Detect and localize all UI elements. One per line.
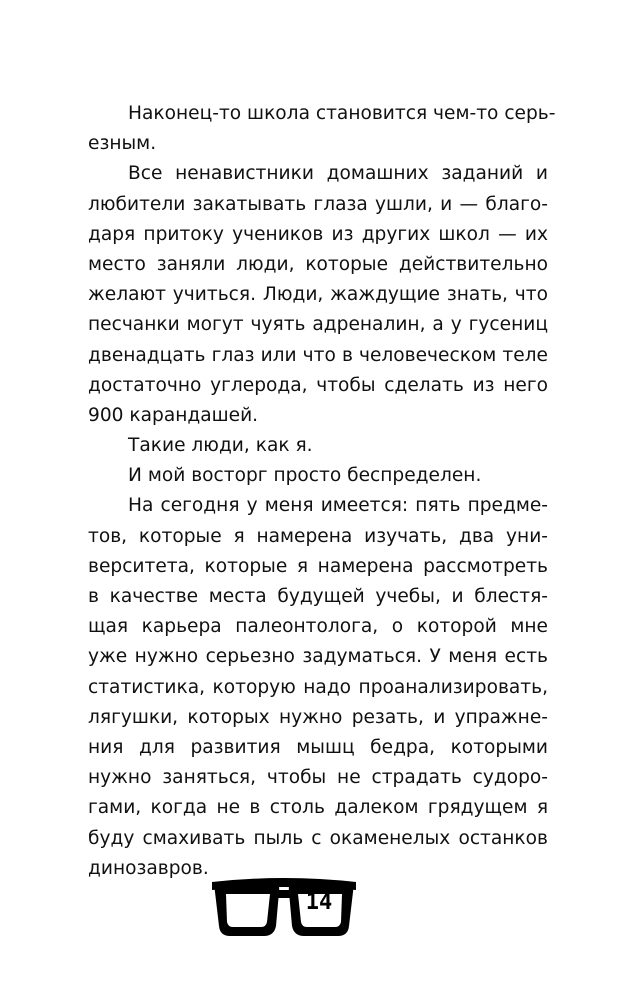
text-line: ния для развития мышц бедра, которыми xyxy=(88,736,548,758)
text-line: желают учиться. Люди, жаждущие знать, что xyxy=(88,284,548,306)
text-line: 900 карандашей. xyxy=(88,404,259,426)
text-line: достаточно углерода, чтобы сделать из него xyxy=(88,374,548,396)
page-number: 14 xyxy=(305,890,333,915)
text-line: место заняли люди, которые действительно xyxy=(88,253,548,275)
body-text xyxy=(88,99,556,884)
text-line: На сегодня у меня имеется: пять предме- xyxy=(128,495,548,517)
text-line: И мой восторг просто беспределен. xyxy=(128,465,482,487)
text-line: Все ненавистники домашних заданий и xyxy=(128,163,548,185)
text-line: статистика, которую надо проанализировать, xyxy=(88,676,548,698)
text-line: в качестве места будущей учебы, и блестя- xyxy=(88,586,548,607)
text-line: уже нужно серьезно задуматься. У меня есть xyxy=(88,646,548,668)
text-line: лягушки, которых нужно резать, и упражне- xyxy=(88,706,548,728)
text-line: буду смахивать пыль с окаменелых останков xyxy=(88,827,548,849)
text-line: двенадцать глаз или что в человеческом теле xyxy=(88,344,548,366)
text-line: Наконец-то школа становится чем-то серь- xyxy=(128,103,556,124)
text-line: щая карьера палеонтолога, о которой мне xyxy=(88,616,548,638)
text-line: гами, когда не в столь далеком грядущем я xyxy=(88,797,548,819)
text-line: верситета, которые я намерена рассмотреть xyxy=(88,555,548,577)
text-line: нужно заняться, чтобы не страдать судоро- xyxy=(88,767,548,789)
text-line: песчанки могут чуять адреналин, а у гусениц xyxy=(88,314,548,336)
text-line: динозавров. xyxy=(88,857,209,879)
text-line: даря притоку учеников из других школ — их xyxy=(88,223,548,245)
text-line: любители закатывать глаза ушли, и — благо- xyxy=(88,193,548,215)
text-line: езным. xyxy=(88,133,157,155)
text-line: Такие люди, как я. xyxy=(128,435,313,457)
text-line: тов, которые я намерена изучать, два уни- xyxy=(88,525,548,547)
